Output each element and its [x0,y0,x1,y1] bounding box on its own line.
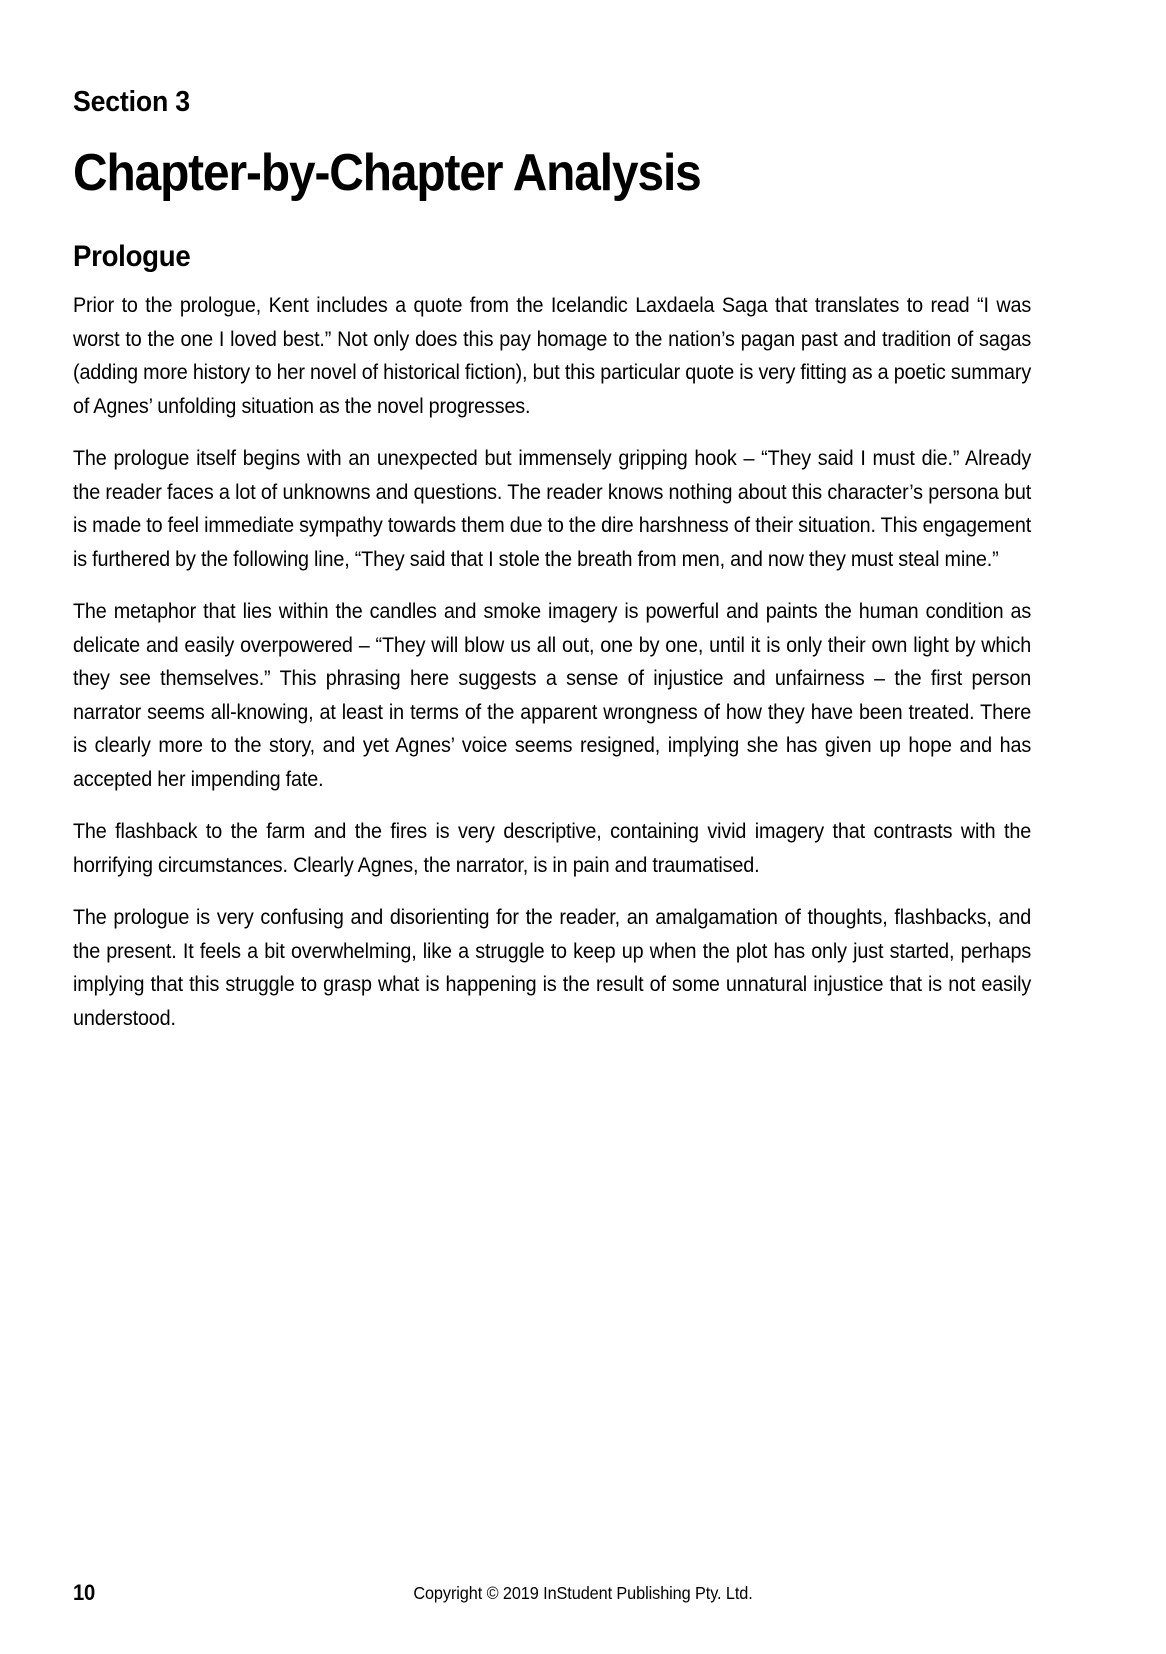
body-copy [73,288,1031,1034]
page-footer [73,1580,1093,1614]
page-number: 10 [73,1580,95,1605]
subheading-prologue: Prologue [73,239,191,273]
copyright-notice: Copyright © 2019 InStudent Publishing Pty. Ltd. [413,1583,753,1603]
page-content [73,86,1031,1034]
section-label: Section 3 [73,86,190,118]
page-title: Chapter-by-Chapter Analysis [73,144,701,203]
paragraph: The prologue is very confusing and disorienting for the reader, an amalgamation of thoughts, flashbacks, and the present. It feels a bit overwhelming, like a struggle to keep up when the plot has only just started, perhaps implying that this struggle to grasp what is happening is the result of some unnatural injustice that is not easily understood. [73,904,1032,1030]
paragraph: The prologue itself begins with an unexpected but immensely gripping hook – “They said I must die.” Already the reader faces a lot of unknowns and questions. The reader knows nothing about this character’s persona but is made to feel immediate sympathy towards them due to the dire harshness of their situation. This engagement is furthered by the following line, “They said that I stole the breath from men, and now they must steal mine.” [73,445,1032,571]
paragraph: Prior to the prologue, Kent includes a quote from the Icelandic Laxdaela Saga that translates to read “I was worst to the one I loved best.” Not only does this pay homage to the nation’s pagan past and tradition of sagas (adding more history to her novel of historical fiction), but this particular quote is very fitting as a poetic summary of Agnes’ unfolding situation as the novel progresses. [73,292,1032,418]
paragraph: The metaphor that lies within the candles and smoke imagery is powerful and paints the human condition as delicate and easily overpowered – “They will blow us all out, one by one, until it is only their own light by which they see themselves.” This phrasing here suggests a sense of injustice and unfairness – the first person narrator seems all-knowing, at least in terms of the apparent wrongness of how they have been treated. There is clearly more to the story, and yet Agnes’ voice seems resigned, implying she has given up hope and has accepted her impending fate. [73,598,1032,791]
paragraph: The flashback to the farm and the fires is very descriptive, containing vivid imagery that contrasts with the horrifying circumstances. Clearly Agnes, the narrator, is in pain and traumatised. [73,818,1032,877]
